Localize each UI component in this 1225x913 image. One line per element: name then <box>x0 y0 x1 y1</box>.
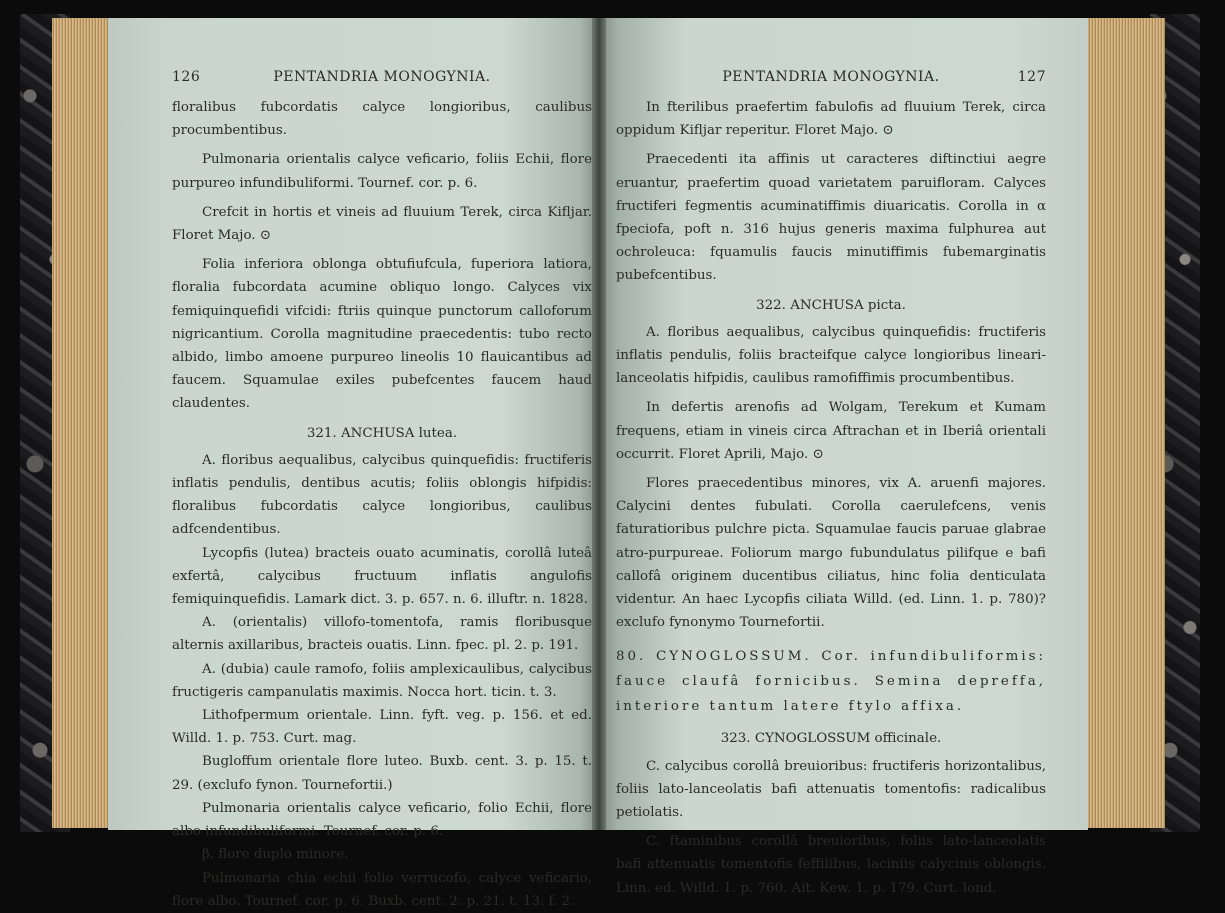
page-edges-right <box>1085 18 1165 828</box>
running-head: PENTANDRIA MONOGYNIA. <box>722 69 940 85</box>
paragraph: A. (orientalis) villofo-tomentofa, ramis floribusque alternis axillaribus, bracteis ouatis. Linn. fpec. pl. 2. p. 191. <box>172 615 592 654</box>
paragraph: C. ftaminibus corollâ breuioribus, foliis lato-lanceolatis bafi attenuatis tomentofis feffilibus, laciniis calycinis oblongis. Linn. ed. Willd. 1. p. 760. Ait. Kew. 1. p. 179. Curt. lond. <box>616 834 1046 896</box>
page-number: 126 <box>172 69 201 85</box>
left-page-text <box>172 66 592 913</box>
paragraph: C. calycibus corollâ breuioribus: fructiferis horizontalibus, foliis lato-lanceolatis bafi attenuatis tomentofis: radicalibus petiolatis. <box>616 758 1046 821</box>
paragraph: Lycopfis (lutea) bracteis ouato acuminatis, corollâ luteâ exfertâ, calycibus fructuum inflatis angulofis femiquinquefidis. Lamark dict. 3. p. 657. n. 6. illuftr. n. 1828. <box>172 545 592 608</box>
species-heading: 323. CYNOGLOSSUM officinale. <box>720 731 942 747</box>
left-page <box>108 18 600 909</box>
paragraph: Pulmonaria orientalis calyce veficario, foliis Echii, flore purpureo infundibuliformi. Tournef. cor. p. 6. <box>172 152 592 191</box>
right-page-header <box>616 66 1046 96</box>
paragraph: Praecedenti ita affinis ut caracteres diftinctiui aegre eruantur, praefertim quoad varietatem paruifloram. Calyces fructiferi fegmentis acuminatiffimis diuaricatis. Corolla in α fpeciofa, poft n. 316 hujus generis maxima fulphurea aut ochroleuca: fquamulis faucis minutiffimis fubemarginatis pubefcentibus. <box>616 152 1046 284</box>
right-page <box>598 18 1088 896</box>
page-edges-left <box>52 18 110 828</box>
paragraph: In fterilibus praefertim fabulofis ad fluuium Terek, circa oppidum Kifljar reperitur. Floret Majo. ⊙ <box>616 100 1046 139</box>
paragraph: Bugloffum orientale flore luteo. Buxb. cent. 3. p. 15. t. 29. (exclufo fynon. Tournefortii.) <box>172 754 592 793</box>
paragraph: floralibus fubcordatis calyce longioribus, caulibus procumbentibus. <box>172 100 592 139</box>
species-heading: 321. ANCHUSA lutea. <box>306 425 458 441</box>
paragraph: A. floribus aequalibus, calycibus quinquefidis: fructiferis inflatis pendulis, foliis bracteifque calyce longioribus lineari-lanceolatis hifpidis, caulibus ramofiffimis procumbentibus. <box>616 324 1046 387</box>
paragraph: β. flore duplo minore. <box>202 847 349 863</box>
running-head: PENTANDRIA MONOGYNIA. <box>273 69 491 85</box>
paragraph: Crefcit in hortis et vineis ad fluuium Terek, circa Kifljar. Floret Majo. ⊙ <box>172 204 592 244</box>
paragraph: A. floribus aequalibus, calycibus quinquefidis: fructiferis inflatis pendulis, dentibus acutis; foliis oblongis hifpidis: floralibus fubcordatis calyce longioribus, caulibus adfcendentibus. <box>172 452 592 538</box>
book-gutter <box>592 18 606 830</box>
genus-heading: 80. CYNOGLOSSUM. Cor. infundibuliformis: fauce claufâ fornicibus. Semina depreffa, interiore tantum latere ftylo affixa. <box>616 649 1046 715</box>
paragraph: Flores praecedentibus minores, vix A. aruenfi majores. Calycini dentes fubulati. Corolla caerulefcens, venis faturatioribus pulchre picta. Squamulae faucis paruae glabrae atro-purpureae. Foliorum margo fubundulatus pilifque e bafi callofâ originem ducentibus ciliatus, hinc folia denticulata videntur. An haec Lycopfis ciliata Willd. (ed. Linn. 1. p. 780)? exclufo fynonymo Tournefortii. <box>616 476 1046 631</box>
paragraph: Lithofpermum orientale. Linn. fyft. veg. p. 156. et ed. Willd. 1. p. 753. Curt. mag. <box>172 708 592 747</box>
species-heading: 322. ANCHUSA picta. <box>756 297 906 313</box>
paragraph: Pulmonaria chia echii folio verrucofo, calyce veficario, flore albo. Tournef. cor. p. 6. Buxb. cent. 2. p. 21. t. 13. f. 2. <box>172 870 592 909</box>
paragraph: In defertis arenofis ad Wolgam, Terekum et Kumam frequens, etiam in vineis circa Aftrachan et in Iberiâ orientali occurrit. Floret Aprili, Majo. ⊙ <box>616 400 1046 462</box>
paragraph: A. (dubia) caule ramofo, foliis amplexicaulibus, calycibus fructigeris campanulatis maximis. Nocca hort. ticin. t. 3. <box>172 661 592 700</box>
paragraph: Folia inferiora oblonga obtufiufcula, fuperiora latiora, floralia fubcordata acumine obliquo longo. Calyces vix femiquinquefidi vifcidi: ftriis quinque punctorum calloforum nigricantium. Corolla magnitudine praecedentis: tubo recto albido, limbo amoene purpureo lineolis 10 flauicantibus ad faucem. Squamulae exiles pubefcentes faucem haud claudentes. <box>172 257 592 412</box>
page-number: 127 <box>1017 69 1046 85</box>
paragraph: Pulmonaria orientalis calyce veficario, folio Echii, flore albo infundibuliformi. Tournef. cor. p. 6. <box>172 800 592 840</box>
left-page-header <box>172 66 592 96</box>
right-page-text <box>616 66 1046 900</box>
